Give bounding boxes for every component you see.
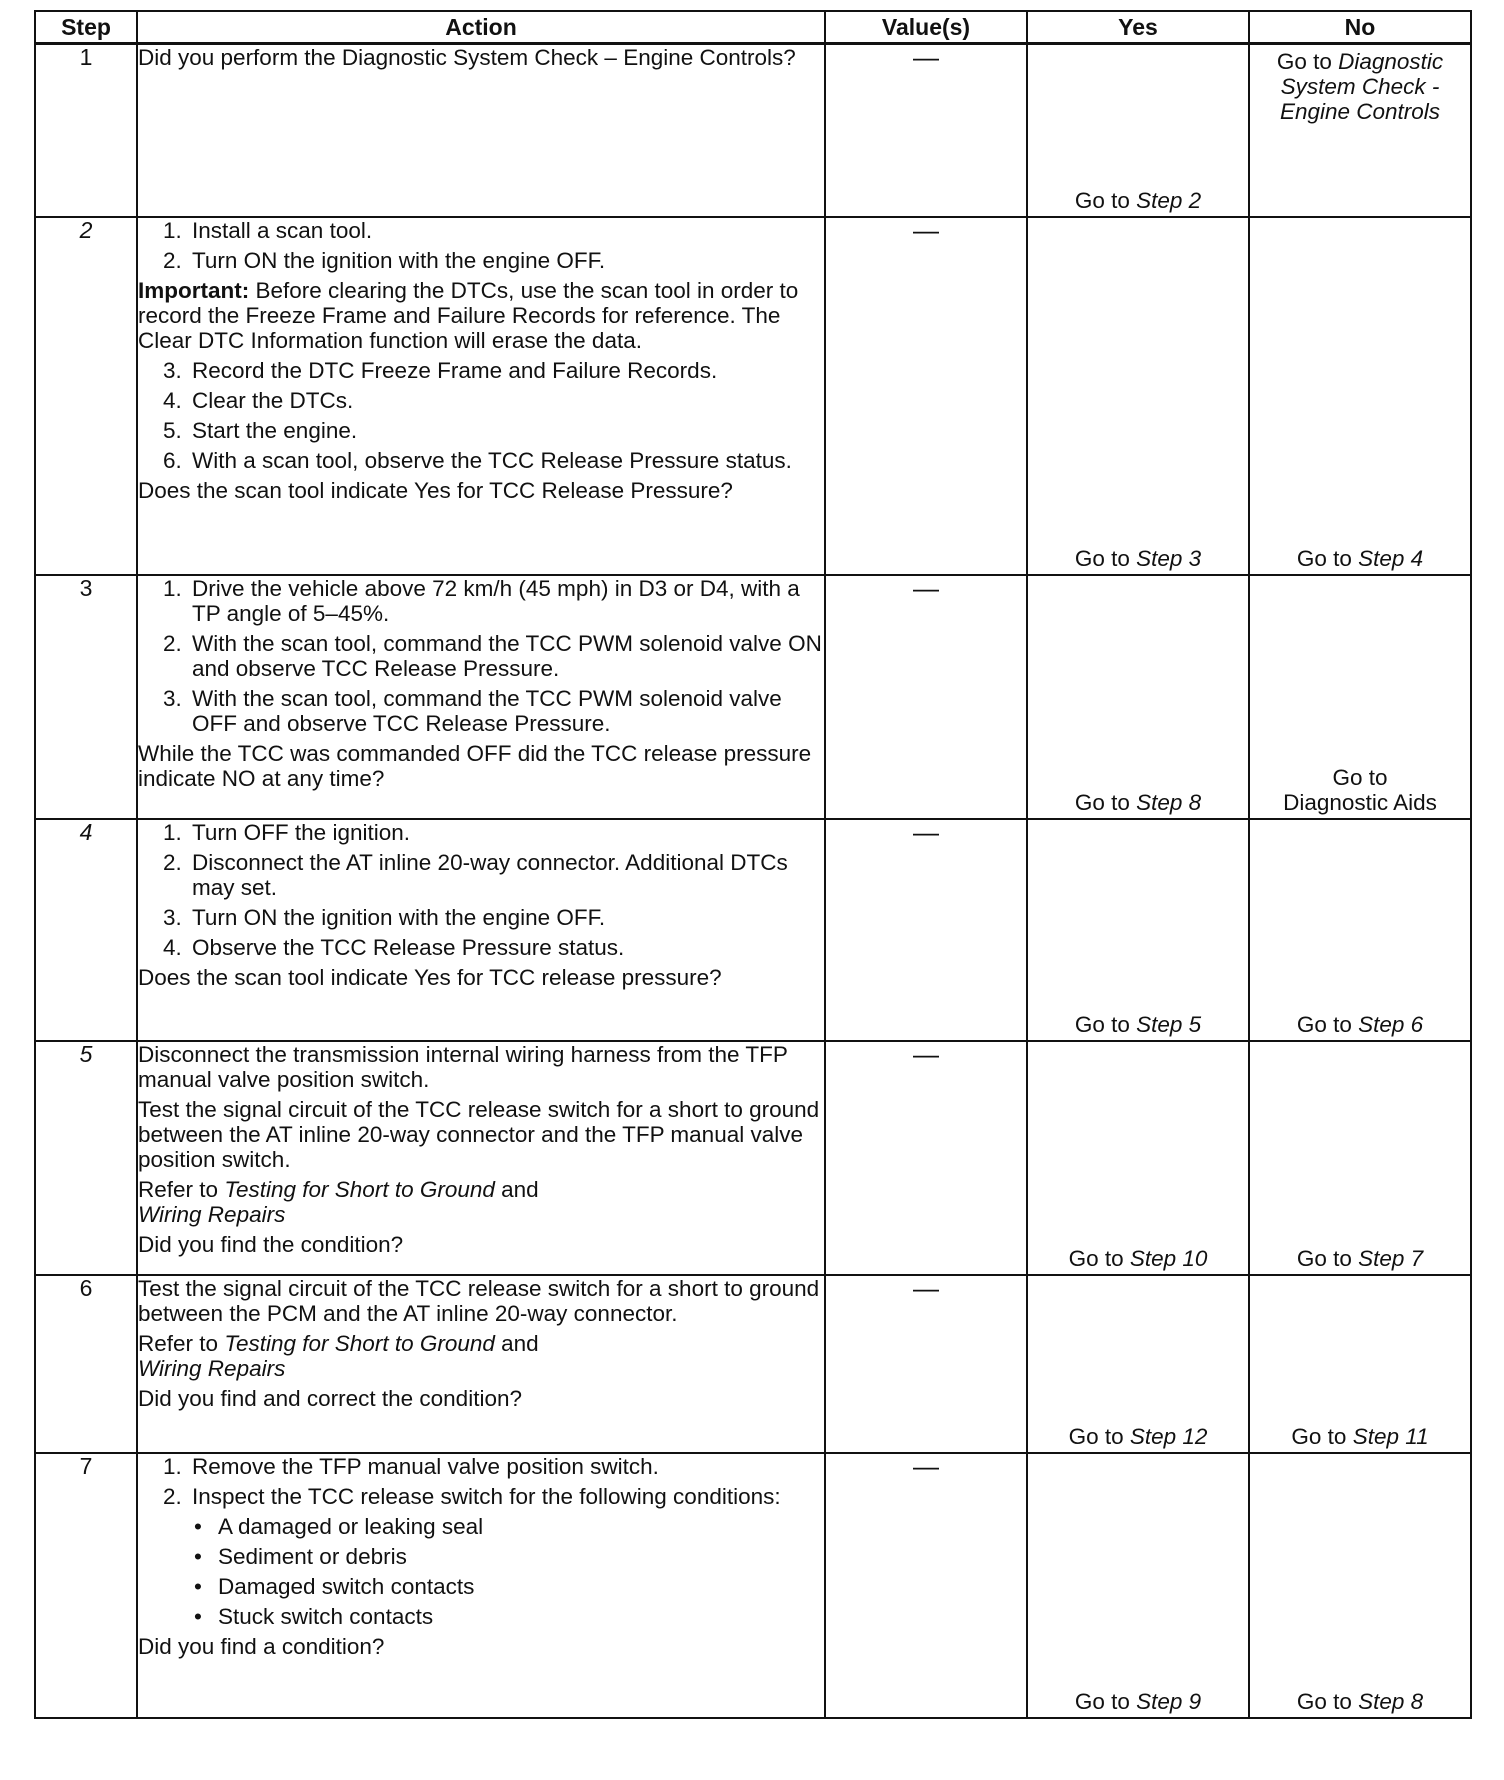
list-item: 3. With the scan tool, command the TCC PWM solenoid valve OFF and observe TCC Release Pressure.: [188, 686, 824, 736]
table-row: [35, 1041, 1471, 1275]
bullet-item: • Sediment or debris: [218, 1544, 824, 1569]
value-cell: —: [825, 1041, 1027, 1275]
value-cell: —: [825, 217, 1027, 575]
action-paragraph: Test the signal circuit of the TCC release switch for a short to ground between the AT inline 20-way connector and the TFP manual valve position switch.: [138, 1096, 820, 1172]
no-cell: [1249, 1275, 1471, 1453]
yes-cell: [1027, 217, 1249, 575]
list-item: 2. Turn ON the ignition with the engine OFF.: [188, 248, 824, 273]
action-list: [138, 218, 824, 273]
yes-link[interactable]: Go to Step 5: [1074, 1011, 1202, 1037]
action-cell: [137, 1275, 825, 1453]
header-yes: Yes: [1027, 11, 1249, 44]
no-link[interactable]: Go to Step 8: [1296, 1688, 1424, 1714]
no-link[interactable]: Go to Diagnostic System Check - Engine Controls: [1276, 49, 1444, 124]
header-step: Step: [35, 11, 137, 44]
step-question: While the TCC was commanded OFF did the TCC release pressure indicate NO at any time?: [138, 740, 812, 791]
step-number: 5: [35, 1041, 137, 1275]
no-cell: [1249, 44, 1471, 217]
list-item: 2. Inspect the TCC release switch for the following conditions:: [188, 1484, 824, 1509]
action-paragraph: Disconnect the transmission internal wiring harness from the TFP manual valve position switch.: [138, 1041, 788, 1092]
table-row: [35, 217, 1471, 575]
yes-cell: [1027, 44, 1249, 217]
action-list: [138, 820, 824, 960]
yes-link[interactable]: Go to Step 2: [1074, 187, 1202, 213]
no-cell: [1249, 575, 1471, 819]
no-link[interactable]: Go to Step 7: [1296, 1245, 1424, 1271]
action-cell: [137, 217, 825, 575]
list-item: 6. With a scan tool, observe the TCC Release Pressure status.: [188, 448, 824, 473]
no-link[interactable]: Go to Step 4: [1296, 545, 1424, 571]
list-item: 5. Start the engine.: [188, 418, 824, 443]
no-link[interactable]: Go to Diagnostic Aids: [1283, 764, 1437, 815]
list-item: 1. Install a scan tool.: [188, 218, 824, 243]
bullet-item: • Damaged switch contacts: [218, 1574, 824, 1599]
header-no: No: [1249, 11, 1471, 44]
header-action: Action: [137, 11, 825, 44]
refer-line: Refer to Testing for Short to Ground and Wiring Repairs: [138, 1176, 539, 1227]
refer-line: Refer to Testing for Short to Ground and Wiring Repairs: [138, 1330, 539, 1381]
bullet-item: • Stuck switch contacts: [218, 1604, 824, 1629]
step-number: 1: [35, 44, 137, 217]
header-row: [35, 11, 1471, 44]
table-row: [35, 1453, 1471, 1718]
action-list: [138, 576, 824, 736]
testing-short-ground-link[interactable]: Testing for Short to Ground: [224, 1176, 495, 1202]
yes-cell: [1027, 1453, 1249, 1718]
step-number: 7: [35, 1453, 137, 1718]
yes-cell: [1027, 1041, 1249, 1275]
list-item: 3. Record the DTC Freeze Frame and Failure Records.: [188, 358, 824, 383]
step-number: 6: [35, 1275, 137, 1453]
yes-cell: [1027, 575, 1249, 819]
list-item: 1. Turn OFF the ignition.: [188, 820, 824, 845]
action-cell: [137, 44, 825, 217]
wiring-repairs-link[interactable]: Wiring Repairs: [138, 1201, 286, 1227]
diagnostic-table: [34, 10, 1472, 1719]
list-item: 4. Clear the DTCs.: [188, 388, 824, 413]
yes-link[interactable]: Go to Step 9: [1074, 1688, 1202, 1714]
header-values: Value(s): [825, 11, 1027, 44]
list-item: 2. Disconnect the AT inline 20-way connector. Additional DTCs may set.: [188, 850, 824, 900]
list-item: 1. Drive the vehicle above 72 km/h (45 mph) in D3 or D4, with a TP angle of 5–45%.: [188, 576, 824, 626]
table-row: [35, 1275, 1471, 1453]
list-item: 1. Remove the TFP manual valve position switch.: [188, 1454, 824, 1479]
important-note: Important: Before clearing the DTCs, use the scan tool in order to record the Freeze Frame and Failure Records for reference. The Clear DTC Information function will erase the data.: [138, 277, 799, 353]
table-row: [35, 819, 1471, 1041]
list-item: 3. Turn ON the ignition with the engine OFF.: [188, 905, 824, 930]
step-question: Did you find a condition?: [138, 1633, 385, 1659]
step-number: 4: [35, 819, 137, 1041]
yes-link[interactable]: Go to Step 3: [1074, 545, 1202, 571]
value-cell: —: [825, 575, 1027, 819]
list-item: 2. With the scan tool, command the TCC PWM solenoid valve ON and observe TCC Release Pressure.: [188, 631, 824, 681]
yes-link[interactable]: Go to Step 12: [1068, 1423, 1208, 1449]
bullet-item: • A damaged or leaking seal: [218, 1514, 824, 1539]
step-number: 3: [35, 575, 137, 819]
no-cell: [1249, 1453, 1471, 1718]
table-row: [35, 575, 1471, 819]
yes-link[interactable]: Go to Step 10: [1068, 1245, 1208, 1271]
no-cell: [1249, 217, 1471, 575]
step-question: Does the scan tool indicate Yes for TCC release pressure?: [138, 964, 722, 990]
table-row: [35, 44, 1471, 217]
step-question: Did you find the condition?: [138, 1231, 404, 1257]
action-list: [138, 1454, 824, 1509]
value-cell: —: [825, 819, 1027, 1041]
no-cell: [1249, 819, 1471, 1041]
yes-link[interactable]: Go to Step 8: [1074, 789, 1202, 815]
action-cell: [137, 575, 825, 819]
value-cell: —: [825, 44, 1027, 217]
condition-bullets: [138, 1514, 824, 1629]
action-cell: [137, 1453, 825, 1718]
action-cell: [137, 819, 825, 1041]
list-item: 4. Observe the TCC Release Pressure status.: [188, 935, 824, 960]
testing-short-ground-link[interactable]: Testing for Short to Ground: [224, 1330, 495, 1356]
step-question: Did you perform the Diagnostic System Check – Engine Controls?: [138, 45, 796, 70]
yes-cell: [1027, 819, 1249, 1041]
value-cell: —: [825, 1453, 1027, 1718]
step-number: 2: [35, 217, 137, 575]
step-question: Does the scan tool indicate Yes for TCC Release Pressure?: [138, 477, 733, 503]
no-cell: [1249, 1041, 1471, 1275]
action-list: [138, 358, 824, 473]
wiring-repairs-link[interactable]: Wiring Repairs: [138, 1355, 286, 1381]
no-link[interactable]: Go to Step 6: [1296, 1011, 1424, 1037]
no-link[interactable]: Go to Step 11: [1291, 1423, 1429, 1449]
yes-cell: [1027, 1275, 1249, 1453]
step-question: Did you find and correct the condition?: [138, 1385, 522, 1411]
value-cell: —: [825, 1275, 1027, 1453]
action-cell: [137, 1041, 825, 1275]
action-paragraph: Test the signal circuit of the TCC release switch for a short to ground between the PCM and the AT inline 20-way connector.: [138, 1275, 820, 1326]
